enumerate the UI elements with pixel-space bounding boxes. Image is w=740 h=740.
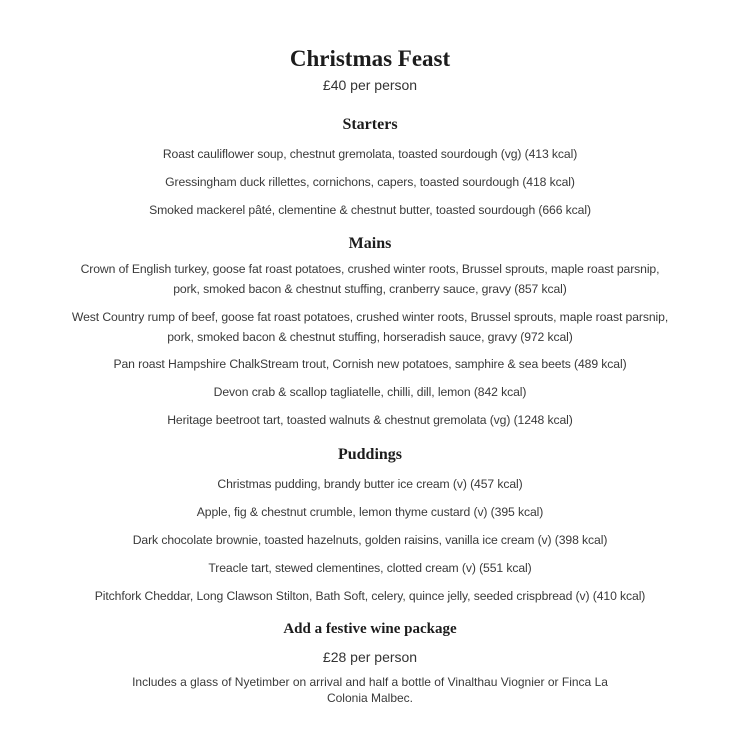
starter-item: Gressingham duck rillettes, cornichons, capers, toasted sourdough (418 kcal) [165,175,575,189]
wine-note: Includes a glass of Nyetimber on arrival and half a bottle of Vinalthau Viognier or Finca La Colonia Malbec. [132,675,608,705]
mains-heading: Mains [348,235,392,252]
menu-price: £40 per person [322,77,418,93]
main-item: West Country rump of beef, goose fat roast potatoes, crushed winter roots, Brussel sprouts, maple roast parsnip, pork, smoked bacon & chestnut stuffing, horseradish sauce, gravy (972 kcal) [71,310,669,344]
starter-item: Roast cauliflower soup, chestnut gremolata, toasted sourdough (vg) (413 kcal) [162,147,578,161]
wine-heading: Add a festive wine package [283,621,457,637]
main-item: Crown of English turkey, goose fat roast potatoes, crushed winter roots, Brussel sprouts, maple roast parsnip, pork, smoked bacon & chestnut stuffing, cranberry sauce, gravy (857 kcal) [80,262,660,296]
pudding-item: Apple, fig & chestnut crumble, lemon thyme custard (v) (395 kcal) [196,505,544,519]
main-item: Devon crab & scallop tagliatelle, chilli, dill, lemon (842 kcal) [213,385,527,399]
starter-item: Smoked mackerel pâté, clementine & chestnut butter, toasted sourdough (666 kcal) [149,203,591,217]
main-item: Heritage beetroot tart, toasted walnuts & chestnut gremolata (vg) (1248 kcal) [167,413,573,427]
pudding-item: Dark chocolate brownie, toasted hazelnuts, golden raisins, vanilla ice cream (v) (398 kcal) [132,533,608,547]
main-item: Pan roast Hampshire ChalkStream trout, Cornish new potatoes, samphire & sea beets (489 kcal) [113,357,627,371]
puddings-heading: Puddings [337,446,403,463]
pudding-item: Christmas pudding, brandy butter ice cream (v) (457 kcal) [217,477,523,491]
wine-price: £28 per person [322,649,418,665]
menu-title: Christmas Feast [289,46,451,71]
starters-heading: Starters [342,116,398,133]
pudding-item: Treacle tart, stewed clementines, clotted cream (v) (551 kcal) [208,561,532,575]
pudding-item: Pitchfork Cheddar, Long Clawson Stilton, Bath Soft, celery, quince jelly, seeded crispbread (v) (410 kcal) [94,589,646,603]
